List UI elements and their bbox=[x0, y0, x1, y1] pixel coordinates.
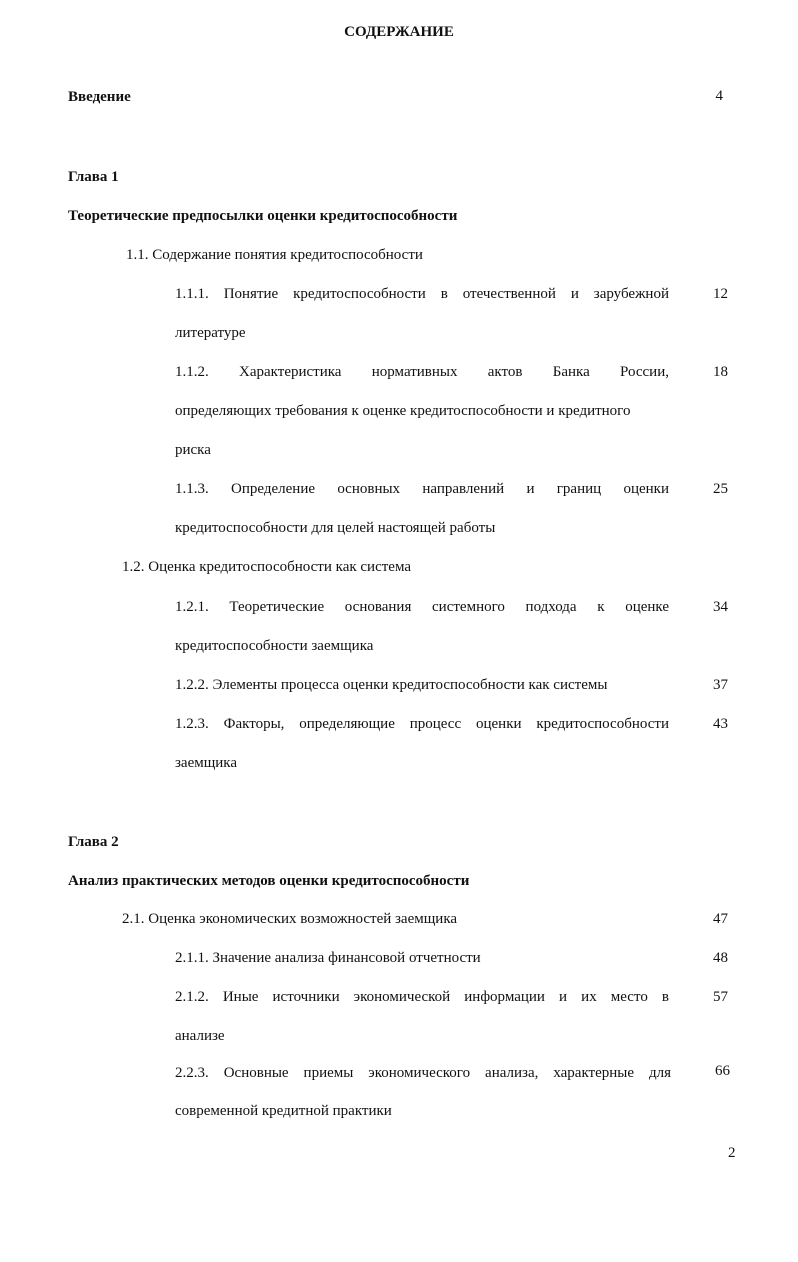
toc-item-1-1-1-page: 12 bbox=[713, 286, 728, 302]
toc-item-1-2-2-line1: 1.2.2. Элементы процесса оценки кредитоспособности как системы bbox=[175, 677, 608, 693]
toc-item-1-2-1-line2: кредитоспособности заемщика bbox=[175, 638, 374, 654]
toc-item-2-2-3-line2: современной кредитной практики bbox=[175, 1103, 392, 1119]
toc-item-1-2-3-page: 43 bbox=[713, 716, 728, 732]
toc-item-2-1-2-line1: 2.1.2. Иные источники экономической информации и их место в bbox=[175, 989, 669, 1005]
toc-item-1-2-3-line1: 1.2.3. Факторы, определяющие процесс оценки кредитоспособности bbox=[175, 716, 669, 732]
toc-section-2-1: 2.1. Оценка экономических возможностей заемщика bbox=[122, 911, 458, 927]
chapter-2-heading: Глава 2 bbox=[68, 834, 119, 850]
chapter-1-subtitle: Теоретические предпосылки оценки кредитоспособности bbox=[68, 208, 458, 224]
toc-intro-label: Введение bbox=[68, 89, 131, 105]
toc-item-2-1-2-line2: анализе bbox=[175, 1028, 225, 1044]
toc-item-1-2-3-line2: заемщика bbox=[175, 755, 238, 771]
toc-item-1-1-2-line1: 1.1.2. Характеристика нормативных актов Банка России, bbox=[175, 364, 669, 380]
toc-section-1-1: 1.1. Содержание понятия кредитоспособности bbox=[126, 247, 423, 263]
toc-intro-page: 4 bbox=[715, 88, 723, 104]
toc-item-1-1-2-line3: риска bbox=[175, 442, 211, 458]
toc-item-1-1-3-line2: кредитоспособности для целей настоящей работы bbox=[175, 520, 496, 536]
toc-item-1-1-3-line1: 1.1.3. Определение основных направлений и границ оценки bbox=[175, 481, 669, 497]
toc-item-2-2-3-page: 66 bbox=[715, 1063, 730, 1079]
toc-section-1-2: 1.2. Оценка кредитоспособности как система bbox=[122, 559, 411, 575]
toc-item-1-1-2-line2: определяющих требования к оценке кредитоспособности и кредитного bbox=[175, 403, 631, 419]
toc-item-1-1-2-page: 18 bbox=[713, 364, 728, 380]
toc-item-1-1-3-page: 25 bbox=[713, 481, 728, 497]
page-title: СОДЕРЖАНИЕ bbox=[344, 24, 454, 40]
toc-item-1-1-1-line2: литературе bbox=[175, 325, 246, 341]
toc-item-2-1-1-page: 48 bbox=[713, 950, 728, 966]
chapter-2-subtitle: Анализ практических методов оценки кредитоспособности bbox=[68, 873, 470, 889]
toc-item-1-2-2-page: 37 bbox=[713, 677, 728, 693]
page-number: 2 bbox=[728, 1145, 736, 1161]
toc-item-2-2-3-line1: 2.2.3. Основные приемы экономического анализа, характерные для bbox=[175, 1065, 671, 1081]
toc-item-1-2-1-page: 34 bbox=[713, 599, 728, 615]
toc-item-1-2-1-line1: 1.2.1. Теоретические основания системного подхода к оценке bbox=[175, 599, 669, 615]
toc-item-2-1-2-page: 57 bbox=[713, 989, 728, 1005]
toc-item-2-1-1-line1: 2.1.1. Значение анализа финансовой отчетности bbox=[175, 950, 481, 966]
toc-item-1-1-1-line1: 1.1.1. Понятие кредитоспособности в отечественной и зарубежной bbox=[175, 286, 669, 302]
toc-section-2-1-page: 47 bbox=[713, 911, 728, 927]
chapter-1-heading: Глава 1 bbox=[68, 169, 119, 185]
